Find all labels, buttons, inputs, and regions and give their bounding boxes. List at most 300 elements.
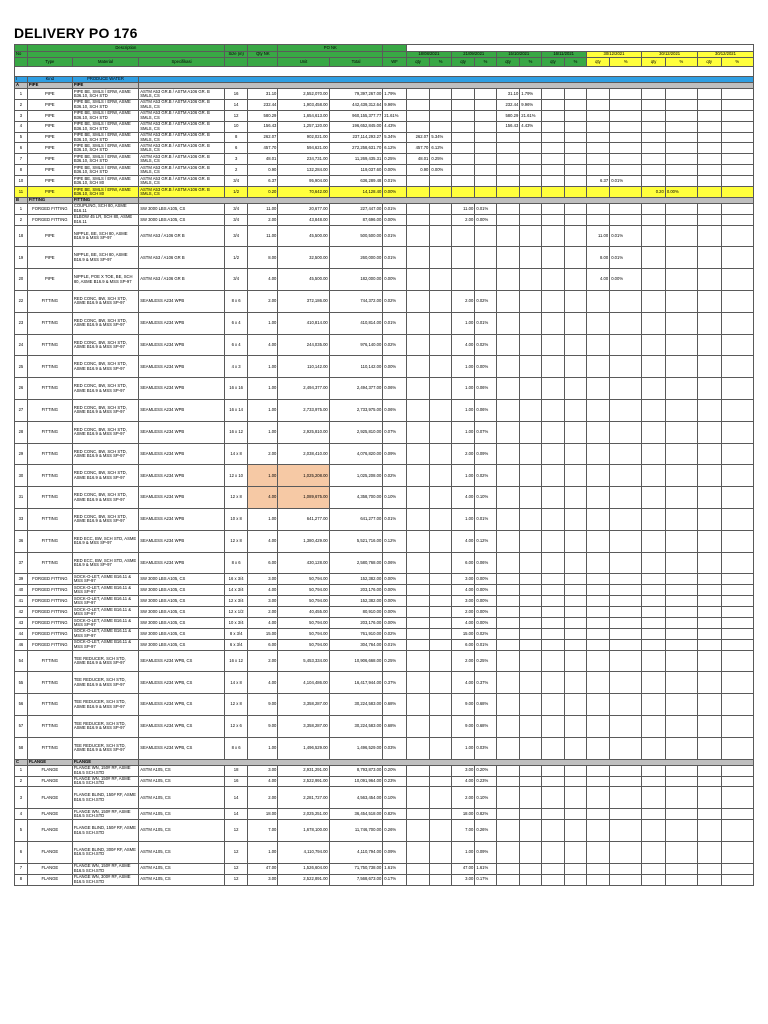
row-total: 30,224,583.00: [329, 694, 383, 716]
row-type: FITTING: [27, 400, 72, 422]
delivery-pct: [665, 400, 697, 422]
delivery-qty: [541, 585, 565, 596]
row-type: FORGED FITTING: [27, 214, 72, 225]
row-unit: 2,281,727.00: [278, 787, 329, 809]
delivery-qty: [697, 334, 721, 356]
delivery-pct: [721, 618, 754, 629]
delivery-pct: [721, 378, 754, 400]
pct-header: %: [721, 58, 754, 67]
row-spec: SEAMLESS A234 WPB: [139, 530, 225, 552]
delivery-pct: [610, 596, 642, 607]
delivery-qty: 47.00: [451, 863, 475, 874]
row-no: 36: [15, 530, 28, 552]
table-row: [15, 154, 754, 165]
delivery-qty: [697, 509, 721, 531]
row-size: 8 x 3/4: [224, 628, 248, 639]
delivery-pct: [721, 672, 754, 694]
delivery-qty: [496, 269, 520, 291]
delivery-pct: 0.00%: [475, 618, 496, 629]
delivery-qty: [541, 809, 565, 820]
delivery-pct: 0.00%: [665, 187, 697, 198]
delivery-qty: [642, 585, 666, 596]
row-unit: 20,677.00: [278, 203, 329, 214]
row-type: PIPE: [27, 132, 72, 143]
delivery-pct: [520, 607, 541, 618]
row-qty: 8.00: [248, 247, 278, 269]
delivery-qty: [586, 618, 610, 629]
row-unit: 2,733,975.00: [278, 400, 329, 422]
delivery-pct: 9.96%: [520, 99, 541, 110]
row-qty: 156.43: [248, 121, 278, 132]
delivery-qty: 9.00: [451, 716, 475, 738]
date-header: 21/09/2021: [451, 52, 496, 58]
row-no: 6: [15, 841, 28, 863]
delivery-qty: [697, 443, 721, 465]
row-no: 46: [15, 639, 28, 650]
delivery-pct: [520, 639, 541, 650]
delivery-qty: 580.29: [496, 110, 520, 121]
delivery-qty: [642, 841, 666, 863]
row-total: 4,358,700.00: [329, 487, 383, 509]
delivery-qty: [642, 110, 666, 121]
row-qty: 0.90: [248, 165, 278, 176]
delivery-pct: 1.79%: [520, 89, 541, 100]
delivery-pct: [520, 214, 541, 225]
row-wf: 0.00%: [383, 269, 407, 291]
delivery-qty: [642, 143, 666, 154]
delivery-pct: [721, 694, 754, 716]
delivery-pct: 0.01%: [475, 509, 496, 531]
section-code: A: [15, 83, 28, 89]
row-no: 2: [15, 776, 28, 787]
row-type: FLANGE: [27, 809, 72, 820]
delivery-pct: [665, 269, 697, 291]
row-wf: 0.17%: [383, 874, 407, 885]
delivery-pct: [520, 841, 541, 863]
delivery-qty: [697, 400, 721, 422]
row-size: 12 x 10: [224, 465, 248, 487]
delivery-pct: [565, 99, 586, 110]
row-size: 8: [224, 132, 248, 143]
delivery-qty: [451, 187, 475, 198]
delivery-pct: [610, 334, 642, 356]
delivery-pct: 0.37%: [475, 672, 496, 694]
delivery-qty: [541, 618, 565, 629]
delivery-pct: [610, 291, 642, 313]
delivery-pct: [520, 809, 541, 820]
delivery-qty: [496, 530, 520, 552]
row-no: 22: [15, 291, 28, 313]
table-row: [15, 356, 754, 378]
delivery-qty: [406, 841, 430, 863]
delivery-pct: [565, 312, 586, 334]
delivery-pct: [565, 378, 586, 400]
delivery-qty: [541, 716, 565, 738]
row-spec: ASTM A53 GR.B / ASTM A106 GR. B SMLS, CS: [139, 132, 225, 143]
delivery-qty: [586, 628, 610, 639]
row-type: FITTING: [27, 650, 72, 672]
row-size: 12 x 8: [224, 694, 248, 716]
delivery-pct: 0.00%: [475, 607, 496, 618]
row-material: RED CONC, BW, SCH STD, ASME B16.9 & MSS SP-97: [72, 312, 138, 334]
delivery-pct: [430, 552, 451, 574]
row-total: 16,417,944.00: [329, 672, 383, 694]
delivery-qty: [642, 203, 666, 214]
row-no: 11: [15, 187, 28, 198]
table-row: [15, 530, 754, 552]
row-qty: 4.00: [248, 530, 278, 552]
row-unit: 641,277.00: [278, 509, 329, 531]
delivery-pct: [665, 487, 697, 509]
row-spec: ASTM A53 GR.B / ASTM A106 GR. B SMLS, CS: [139, 176, 225, 187]
delivery-pct: 0.01%: [610, 176, 642, 187]
table-row: [15, 400, 754, 422]
row-type: FITTING: [27, 443, 72, 465]
row-no: 8: [15, 874, 28, 885]
delivery-qty: [496, 737, 520, 759]
delivery-pct: [610, 132, 642, 143]
delivery-qty: 1.00: [451, 400, 475, 422]
row-unit: 3,358,287.00: [278, 716, 329, 738]
delivery-qty: [406, 509, 430, 531]
row-type: PIPE: [27, 110, 72, 121]
row-unit: 50,794.00: [278, 596, 329, 607]
delivery-qty: 6.00: [451, 639, 475, 650]
qty-header: qty: [642, 58, 666, 67]
no-header: No: [15, 52, 28, 58]
delivery-pct: [665, 89, 697, 100]
row-no: 25: [15, 356, 28, 378]
delivery-pct: [565, 607, 586, 618]
row-total: 260,000.00: [329, 247, 383, 269]
delivery-pct: [721, 607, 754, 618]
row-no: 18: [15, 225, 28, 247]
row-unit: 50,794.00: [278, 585, 329, 596]
row-type: PIPE: [27, 187, 72, 198]
row-wf: 0.02%: [383, 291, 407, 313]
delivery-qty: [642, 694, 666, 716]
delivery-pct: [430, 639, 451, 650]
delivery-qty: 11.00: [451, 203, 475, 214]
delivery-qty: [586, 574, 610, 585]
row-no: 1: [15, 89, 28, 100]
delivery-qty: [406, 214, 430, 225]
delivery-pct: [610, 776, 642, 787]
delivery-pct: [520, 400, 541, 422]
row-total: 182,000.00: [329, 269, 383, 291]
table-row: [15, 737, 754, 759]
row-type: FITTING: [27, 530, 72, 552]
delivery-pct: [665, 672, 697, 694]
row-type: FLANGE: [27, 776, 72, 787]
row-no: 44: [15, 628, 28, 639]
delivery-pct: [610, 820, 642, 842]
delivery-qty: [541, 203, 565, 214]
delivery-qty: [642, 214, 666, 225]
delivery-pct: [430, 99, 451, 110]
delivery-qty: [697, 465, 721, 487]
row-unit: 1,025,208.00: [278, 465, 329, 487]
delivery-qty: [697, 820, 721, 842]
delivery-pct: [721, 312, 754, 334]
row-size: 12: [224, 841, 248, 863]
delivery-pct: [565, 165, 586, 176]
delivery-pct: [430, 421, 451, 443]
row-unit: 70,642.00: [278, 187, 329, 198]
row-unit: 50,794.00: [278, 628, 329, 639]
delivery-qty: [406, 247, 430, 269]
table-row: [15, 312, 754, 334]
row-qty: 1.00: [248, 356, 278, 378]
row-size: 10 x 8: [224, 509, 248, 531]
row-wf: 1.61%: [383, 863, 407, 874]
delivery-pct: [430, 809, 451, 820]
delivery-qty: [586, 607, 610, 618]
po-nk-header: PO NK: [278, 45, 383, 52]
delivery-qty: 1.00: [451, 356, 475, 378]
row-unit: 1,380,429.00: [278, 530, 329, 552]
delivery-pct: 0.06%: [475, 378, 496, 400]
delivery-qty: [541, 509, 565, 531]
delivery-qty: [586, 378, 610, 400]
delivery-pct: [565, 443, 586, 465]
delivery-qty: [406, 574, 430, 585]
delivery-pct: [721, 596, 754, 607]
delivery-pct: [520, 421, 541, 443]
delivery-pct: [610, 618, 642, 629]
row-unit: 1,496,529.00: [278, 737, 329, 759]
delivery-qty: [586, 863, 610, 874]
delivery-pct: [721, 552, 754, 574]
delivery-qty: 156.43: [496, 121, 520, 132]
delivery-pct: [475, 154, 496, 165]
delivery-pct: [721, 509, 754, 531]
delivery-pct: [430, 225, 451, 247]
delivery-qty: [496, 334, 520, 356]
delivery-pct: [721, 628, 754, 639]
delivery-pct: [430, 356, 451, 378]
delivery-pct: 0.02%: [475, 334, 496, 356]
row-material: PIPE BE, SMLS / ERW, ASME B36.10, SCH STD: [72, 154, 138, 165]
delivery-pct: [665, 820, 697, 842]
row-type: FITTING: [27, 421, 72, 443]
row-wf: 0.68%: [383, 694, 407, 716]
delivery-qty: 18.00: [451, 809, 475, 820]
row-spec: SEAMLESS A234 WPB: [139, 421, 225, 443]
delivery-qty: [406, 312, 430, 334]
pct-header: %: [430, 58, 451, 67]
delivery-pct: [520, 765, 541, 776]
delivery-pct: [721, 874, 754, 885]
delivery-pct: 0.01%: [475, 639, 496, 650]
row-size: 1/2: [224, 187, 248, 198]
delivery-pct: [520, 787, 541, 809]
row-material: FLANGE BLIND, 150# RF, ASME B16.5 SCH.STD: [72, 820, 138, 842]
delivery-qty: [541, 269, 565, 291]
delivery-pct: [430, 820, 451, 842]
delivery-qty: [586, 694, 610, 716]
delivery-qty: [642, 89, 666, 100]
delivery-pct: [665, 809, 697, 820]
delivery-qty: [451, 154, 475, 165]
delivery-qty: 6.37: [586, 176, 610, 187]
row-type: FLANGE: [27, 765, 72, 776]
row-unit: 95,904.00: [278, 176, 329, 187]
delivery-pct: 0.03%: [475, 737, 496, 759]
delivery-qty: [642, 312, 666, 334]
delivery-pct: 0.25%: [475, 650, 496, 672]
delivery-pct: 0.02%: [475, 628, 496, 639]
delivery-pct: [565, 552, 586, 574]
table-row: [15, 110, 754, 121]
row-wf: 0.02%: [383, 628, 407, 639]
delivery-qty: [642, 607, 666, 618]
delivery-pct: [665, 176, 697, 187]
delivery-pct: [610, 312, 642, 334]
row-wf: 0.82%: [383, 809, 407, 820]
delivery-pct: [721, 247, 754, 269]
row-qty: 580.29: [248, 110, 278, 121]
row-total: 636,289.48: [329, 176, 383, 187]
delivery-pct: [610, 787, 642, 809]
delivery-qty: [586, 165, 610, 176]
delivery-qty: [697, 596, 721, 607]
row-material: TEE REDUCER, SCH STD, ASME B16.9 & MSS SP-97: [72, 737, 138, 759]
delivery-qty: [541, 639, 565, 650]
row-spec: SEAMLESS A234 WPB, CS: [139, 672, 225, 694]
qty-header: qty: [406, 58, 430, 67]
row-spec: ASTM A53 / A106 GR B: [139, 225, 225, 247]
delivery-pct: [430, 596, 451, 607]
row-unit: 2,522,891.00: [278, 874, 329, 885]
table-row: [15, 596, 754, 607]
row-type: PIPE: [27, 225, 72, 247]
delivery-pct: [610, 356, 642, 378]
delivery-pct: [665, 154, 697, 165]
table-row: [15, 585, 754, 596]
delivery-qty: 6.00: [451, 552, 475, 574]
row-qty: 7.00: [248, 820, 278, 842]
delivery-qty: [642, 650, 666, 672]
row-size: 16 x 14: [224, 400, 248, 422]
delivery-pct: [665, 214, 697, 225]
delivery-pct: [430, 585, 451, 596]
table-row: [15, 841, 754, 863]
delivery-pct: [721, 465, 754, 487]
delivery-qty: [496, 509, 520, 531]
delivery-pct: [610, 154, 642, 165]
row-qty: 3.00: [248, 874, 278, 885]
delivery-qty: [697, 607, 721, 618]
delivery-pct: [430, 672, 451, 694]
row-no: 31: [15, 487, 28, 509]
delivery-qty: 4.00: [451, 585, 475, 596]
kind-no: I: [15, 77, 28, 83]
row-size: 14 x 8: [224, 443, 248, 465]
row-material: RED CONC, BW, SCH STD, ASME B16.9 & MSS SP-97: [72, 400, 138, 422]
row-material: SOCK-O-LET, ASME B16.11 & MSS SP-97: [72, 585, 138, 596]
row-wf: 0.06%: [383, 400, 407, 422]
delivery-pct: [610, 89, 642, 100]
delivery-qty: [541, 672, 565, 694]
delivery-pct: [721, 154, 754, 165]
delivery-qty: [586, 400, 610, 422]
delivery-pct: [520, 356, 541, 378]
delivery-qty: [642, 820, 666, 842]
delivery-pct: [665, 247, 697, 269]
delivery-pct: [430, 203, 451, 214]
delivery-pct: [520, 132, 541, 143]
row-material: PIPE BE, SMLS / ERW, ASME B36.10, SCH STD: [72, 121, 138, 132]
delivery-pct: [520, 443, 541, 465]
delivery-qty: [642, 530, 666, 552]
row-size: 1/2: [224, 247, 248, 269]
delivery-pct: [610, 607, 642, 618]
delivery-qty: [697, 787, 721, 809]
delivery-pct: [565, 639, 586, 650]
delivery-qty: [642, 776, 666, 787]
row-qty: 4.00: [248, 618, 278, 629]
row-type: FORGED FITTING: [27, 628, 72, 639]
delivery-pct: [520, 187, 541, 198]
delivery-pct: [665, 607, 697, 618]
delivery-pct: [430, 787, 451, 809]
row-total: 641,277.00: [329, 509, 383, 531]
delivery-qty: [541, 132, 565, 143]
delivery-pct: [520, 672, 541, 694]
row-spec: SEAMLESS A234 WPB, CS: [139, 716, 225, 738]
row-qty: 4.00: [248, 585, 278, 596]
row-total: 410,814.00: [329, 312, 383, 334]
delivery-qty: [406, 672, 430, 694]
delivery-qty: [697, 247, 721, 269]
delivery-qty: [586, 132, 610, 143]
delivery-qty: [406, 776, 430, 787]
delivery-pct: [565, 214, 586, 225]
delivery-qty: [451, 165, 475, 176]
delivery-qty: [697, 716, 721, 738]
qty-nk-header: Qty NK: [248, 52, 278, 58]
row-qty: 457.70: [248, 143, 278, 154]
delivery-pct: [430, 618, 451, 629]
delivery-pct: [610, 187, 642, 198]
row-no: 43: [15, 618, 28, 629]
row-total: 2,580,768.00: [329, 552, 383, 574]
delivery-pct: [430, 269, 451, 291]
delivery-qty: [697, 110, 721, 121]
delivery-pct: [610, 203, 642, 214]
row-type: FITTING: [27, 509, 72, 531]
row-unit: 1,526,604.00: [278, 863, 329, 874]
table-row: [15, 574, 754, 585]
row-wf: 0.25%: [383, 154, 407, 165]
delivery-qty: [541, 787, 565, 809]
delivery-qty: [586, 841, 610, 863]
delivery-qty: 3.00: [451, 765, 475, 776]
delivery-qty: [586, 552, 610, 574]
row-total: 71,750,738.00: [329, 863, 383, 874]
row-wf: 0.37%: [383, 672, 407, 694]
delivery-qty: [586, 585, 610, 596]
row-no: 58: [15, 737, 28, 759]
delivery-qty: [406, 487, 430, 509]
delivery-pct: [520, 378, 541, 400]
delivery-pct: [665, 110, 697, 121]
table-row: [15, 607, 754, 618]
delivery-qty: [496, 154, 520, 165]
row-total: 5,521,716.00: [329, 530, 383, 552]
table-row: [15, 187, 754, 198]
